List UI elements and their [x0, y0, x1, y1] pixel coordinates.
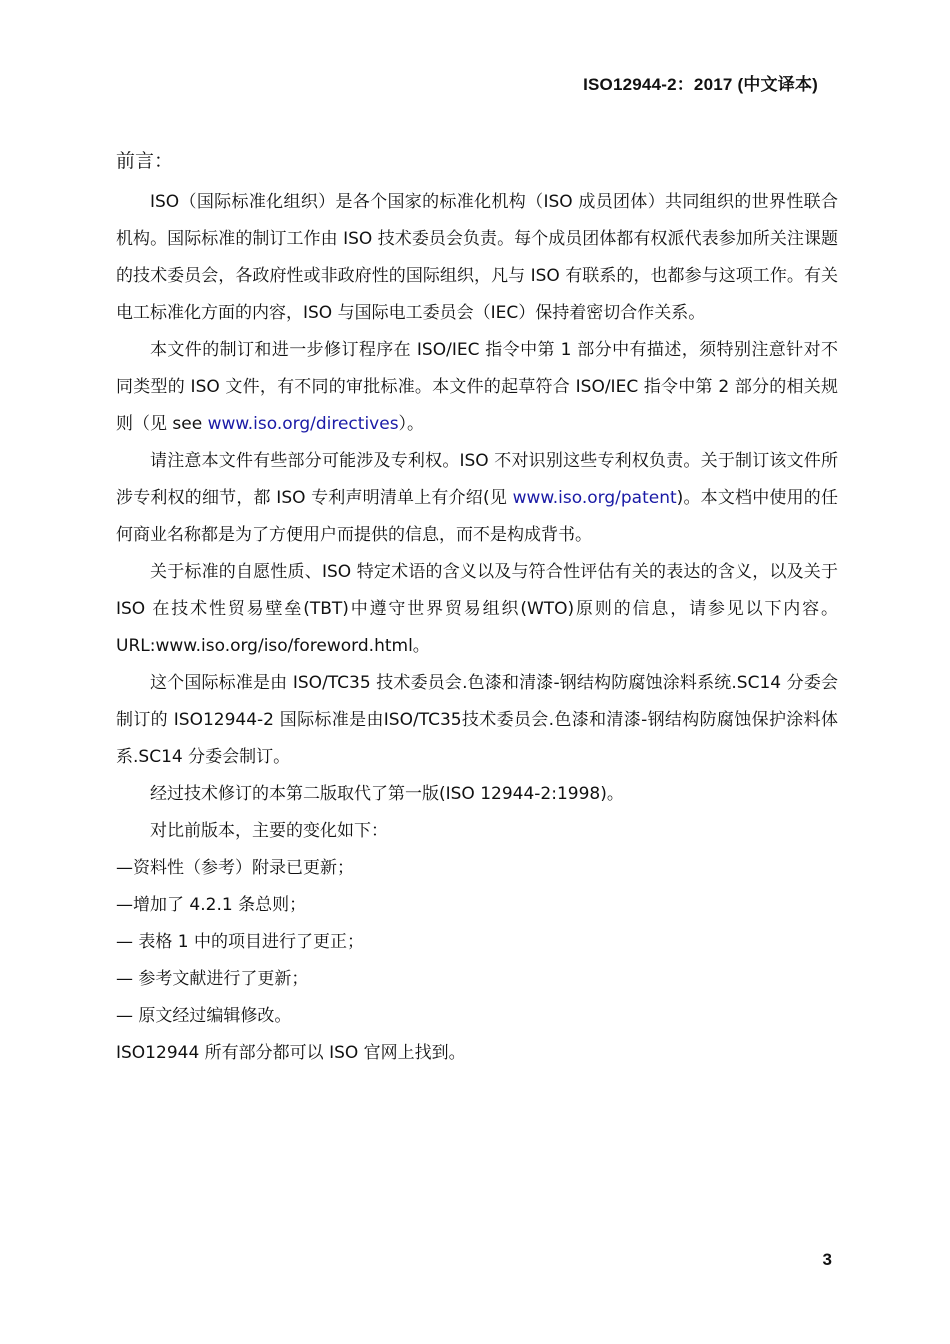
- paragraph-directives: [116, 332, 838, 443]
- foreword-heading: 前言：: [116, 150, 174, 172]
- paragraph-edition: 经过技术修订的本第二版取代了第一版(ISO 12944-2:1998)。: [150, 784, 624, 804]
- foreword-body: [116, 184, 838, 1072]
- paragraph-changes-intro: 对比前版本，主要的变化如下：: [150, 821, 388, 841]
- change-item: —增加了 4.2.1 条总则；: [116, 895, 307, 915]
- paragraph-directives-text: 本文件的制订和进一步修订程序在 ISO/IEC 指令中第 1 部分中有描述，须特别注意针对不同类型的 ISO 文件，有不同的审批标准。本文件的起草符合 ISO/IEC 指令中第 2 部分的相关规则（见 see: [116, 340, 838, 434]
- directives-link[interactable]: www.iso.org/directives: [207, 414, 399, 434]
- change-item: — 参考文献进行了更新；: [116, 969, 309, 989]
- paragraph-patents-end: )。本文档中使用的任何商业名称都是为了方便用户而提供的信息，而不是构成背书。: [116, 488, 838, 545]
- closing-note: ISO12944 所有部分都可以 ISO 官网上找到。: [116, 1043, 466, 1063]
- page-number: 3: [822, 1250, 832, 1269]
- change-item: — 表格 1 中的项目进行了更正；: [116, 932, 365, 952]
- change-item: —资料性（参考）附录已更新；: [116, 858, 354, 878]
- patent-link[interactable]: www.iso.org/patent: [512, 488, 677, 508]
- paragraph-directives-end: ）。: [398, 414, 425, 434]
- paragraph-voluntary-nature: 关于标准的自愿性质、ISO 特定术语的含义以及与符合性评估有关的表达的含义，以及关于 ISO 在技术性贸易壁垒(TBT)中遵守世界贸易组织(WTO)原则的信息，请参见以下内容。URL:www.iso.org/iso/foreword.html。: [116, 562, 838, 656]
- running-header: ISO12944-2：2017 (中文译本): [583, 75, 818, 94]
- paragraph-iso-intro: ISO（国际标准化组织）是各个国家的标准化机构（ISO 成员团体）共同组织的世界性联合机构。国际标准的制订工作由 ISO 技术委员会负责。每个成员团体都有权派代表参加所关注课题的技术委员会，各政府性或非政府性的国际组织，凡与 ISO 有联系的，也都参与这项工作。有关电工标准化方面的内容，ISO 与国际电工委员会（IEC）保持着密切合作关系。: [116, 192, 838, 323]
- paragraph-patents: [116, 443, 838, 554]
- paragraph-committee: 这个国际标准是由 ISO/TC35 技术委员会.色漆和清漆-钢结构防腐蚀涂料系统.SC14 分委会制订的 ISO12944-2 国际标准是由ISO/TC35技术委员会.色漆和清漆-钢结构防腐蚀保护涂料体系.SC14 分委会制订。: [116, 673, 838, 767]
- change-item: — 原文经过编辑修改。: [116, 1006, 292, 1026]
- paragraph-patents-text: 请注意本文件有些部分可能涉及专利权。ISO 不对识别这些专利权负责。关于制订该文件所涉专利权的细节，都 ISO 专利声明清单上有介绍(见: [116, 451, 838, 508]
